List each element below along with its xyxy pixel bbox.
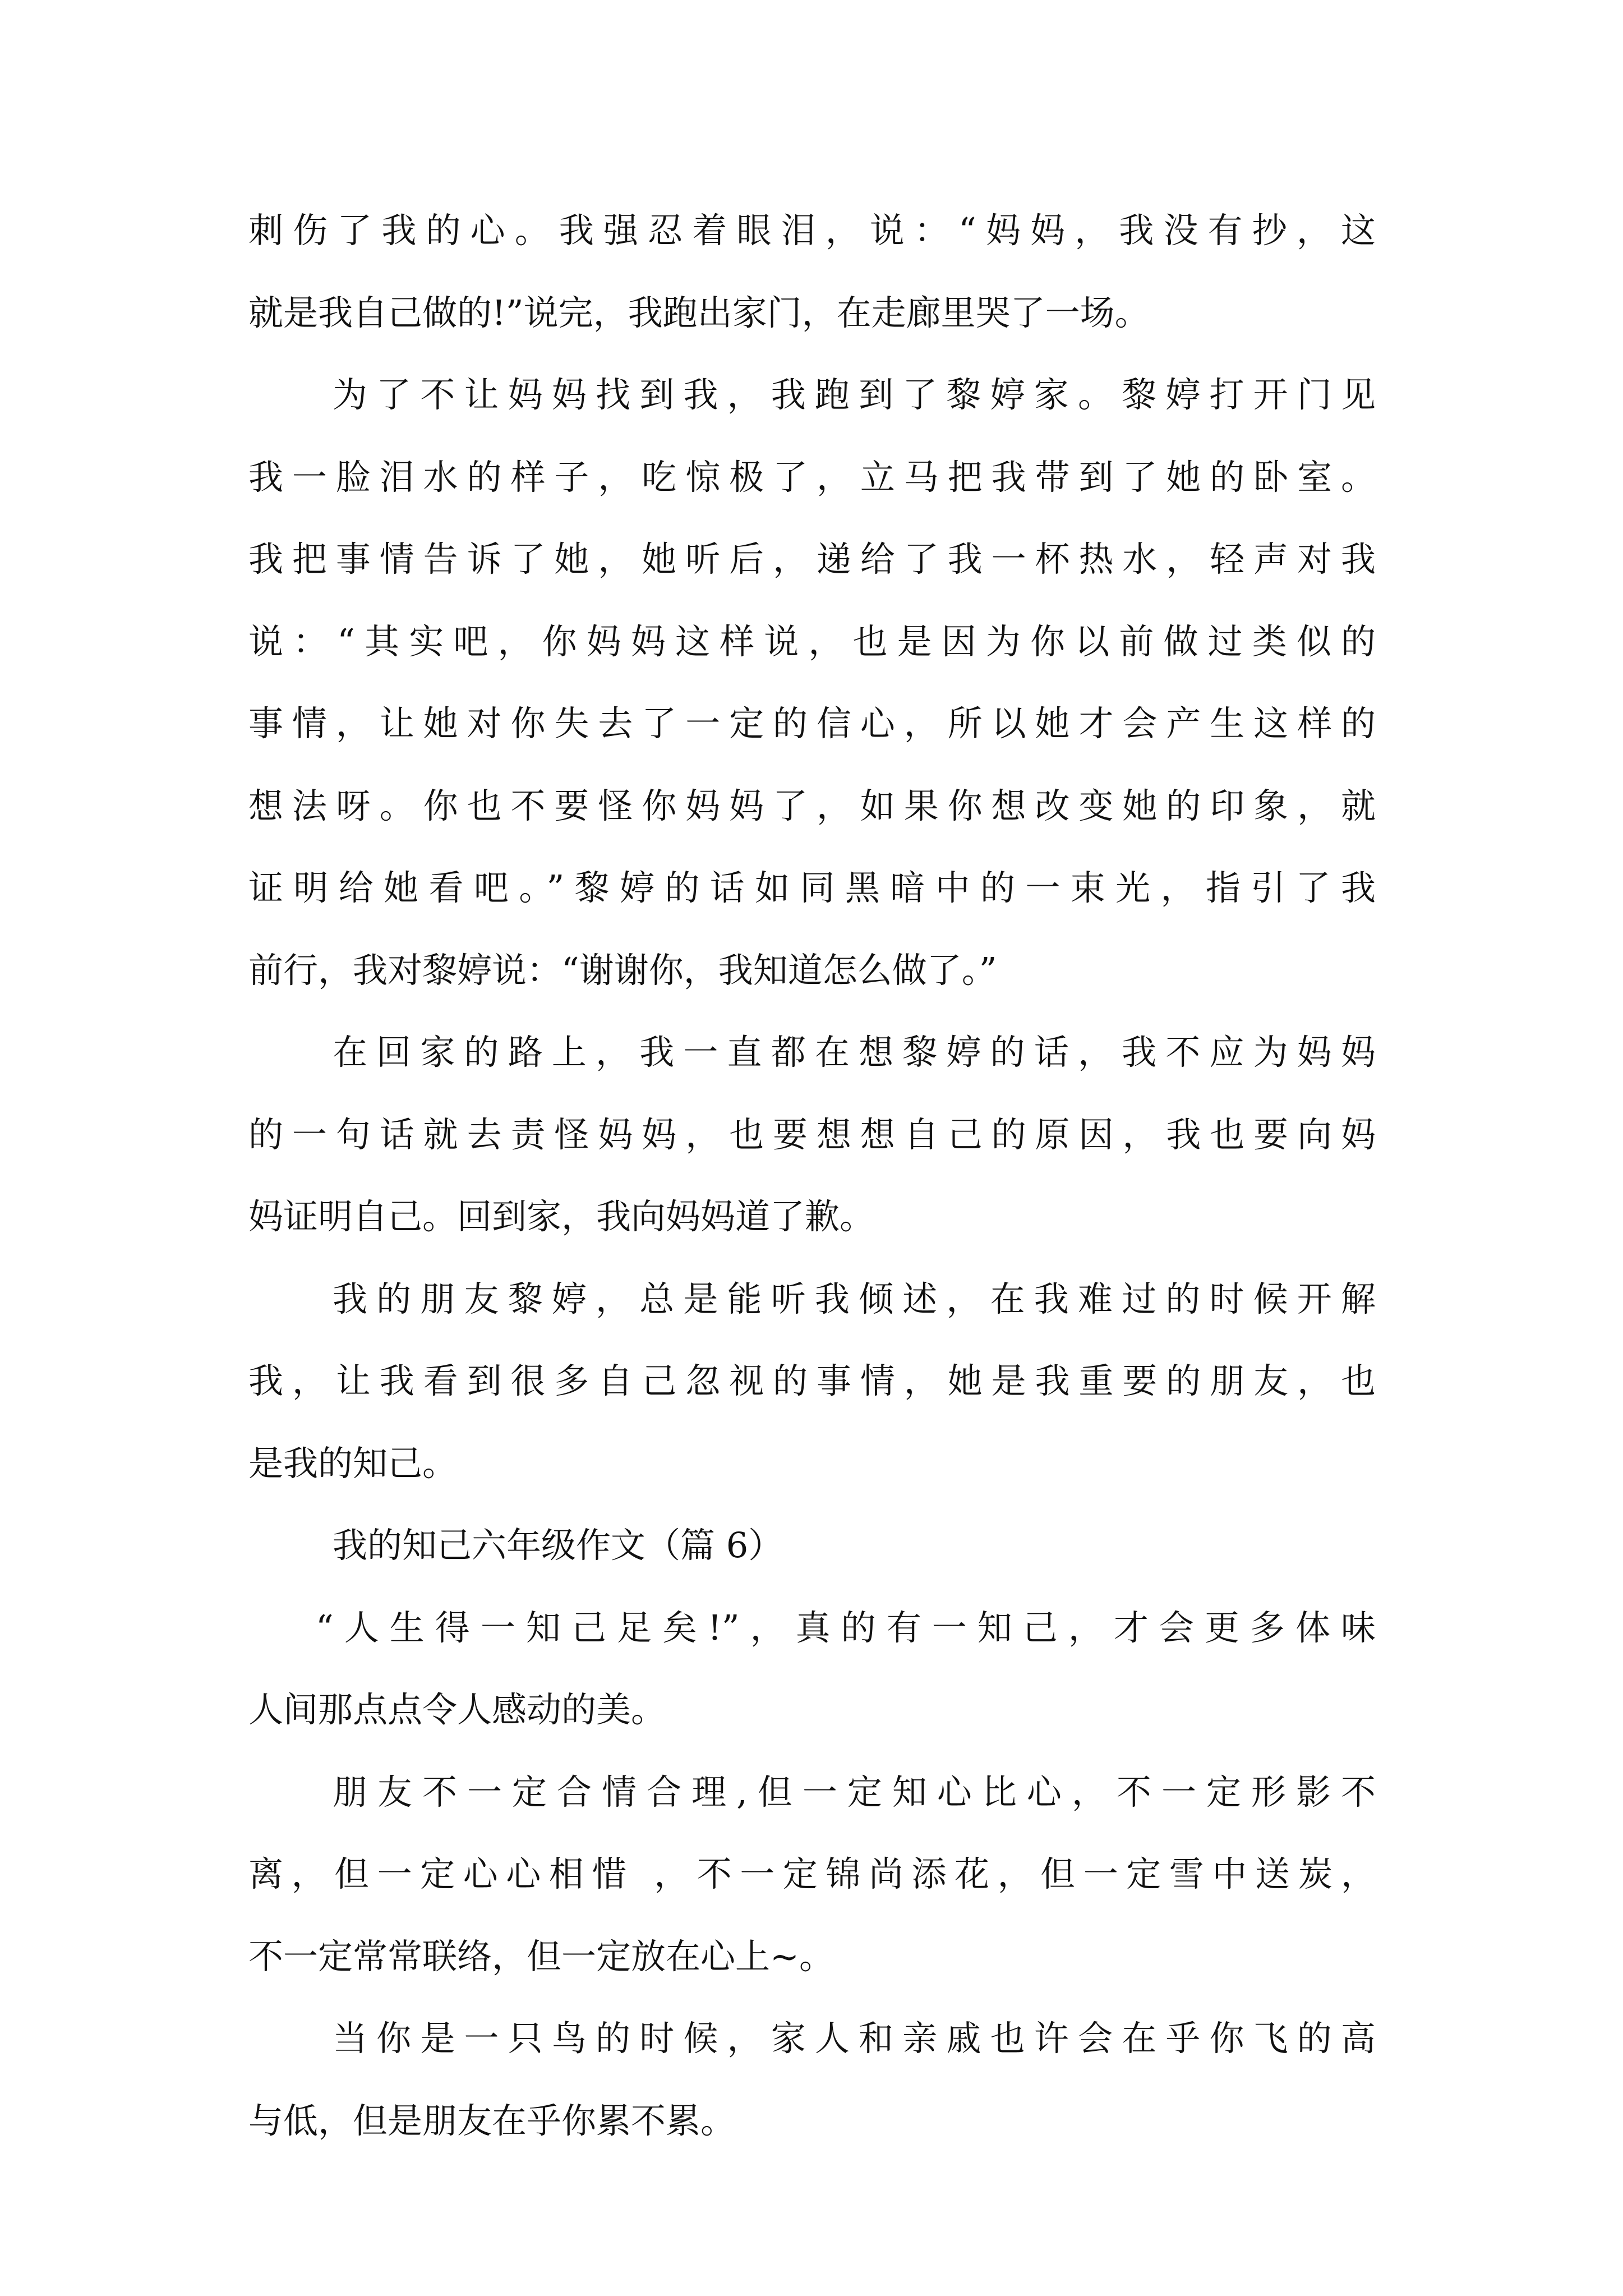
text-line: 离，但一定心心相惜 ，不一定锦尚添花，但一定雪中送炭， [248,1853,1376,1894]
text-line: 我一脸泪水的样子，吃惊极了，立马把我带到了她的卧室。 [248,456,1376,498]
text-line: 人间那点点令人感动的美。 [248,1689,666,1730]
text-line: 刺伤了我的心。我强忍着眼泪，说：“妈妈，我没有抄，这 [248,210,1376,251]
text-line: 我把事情告诉了她，她听后，递给了我一杯热水，轻声对我 [248,539,1376,579]
section-heading: 我的知己六年级作文（篇 6） [333,1525,783,1566]
text-line: 在回家的路上，我一直都在想黎婷的话，我不应为妈妈 [333,1032,1376,1073]
document-body [248,190,1376,2162]
text-line: 就是我自己做的!”说完，我跑出家门，在走廊里哭了一场。 [248,292,1150,333]
text-line: 说：“其实吧，你妈妈这样说，也是因为你以前做过类似的 [248,620,1376,662]
text-line: 前行，我对黎婷说：“谢谢你，我知道怎么做了。” [248,949,997,991]
text-line: 我的朋友黎婷，总是能听我倾述，在我难过的时候开解 [333,1278,1376,1319]
text-line: 当你是一只鸟的时候，家人和亲戚也许会在乎你飞的高 [333,2018,1376,2059]
text-line: “人生得一知己足矣!”，真的有一知己，才会更多体味 [316,1607,1376,1648]
text-line: 我，让我看到很多自己忽视的事情，她是我重要的朋友，也 [248,1360,1376,1401]
text-line: 想法呀。你也不要怪你妈妈了，如果你想改变她的印象，就 [248,785,1376,826]
text-line: 的一句话就去责怪妈妈，也要想想自己的原因，我也要向妈 [248,1114,1376,1155]
text-line: 证明给她看吧。”黎婷的话如同黑暗中的一束光，指引了我 [248,867,1376,908]
text-line: 是我的知己。 [248,1442,458,1484]
text-line: 朋友不一定合情合理,但一定知心比心，不一定形影不 [333,1771,1376,1812]
text-line: 为了不让妈妈找到我，我跑到了黎婷家。黎婷打开门见 [333,374,1376,415]
text-line: 事情，让她对你失去了一定的信心，所以她才会产生这样的 [248,703,1376,744]
text-line: 不一定常常联络，但一定放在心上~。 [248,1935,834,1977]
text-line: 与低，但是朋友在乎你累不累。 [248,2100,736,2141]
text-line: 妈证明自己。回到家，我向妈妈道了歉。 [248,1196,875,1237]
